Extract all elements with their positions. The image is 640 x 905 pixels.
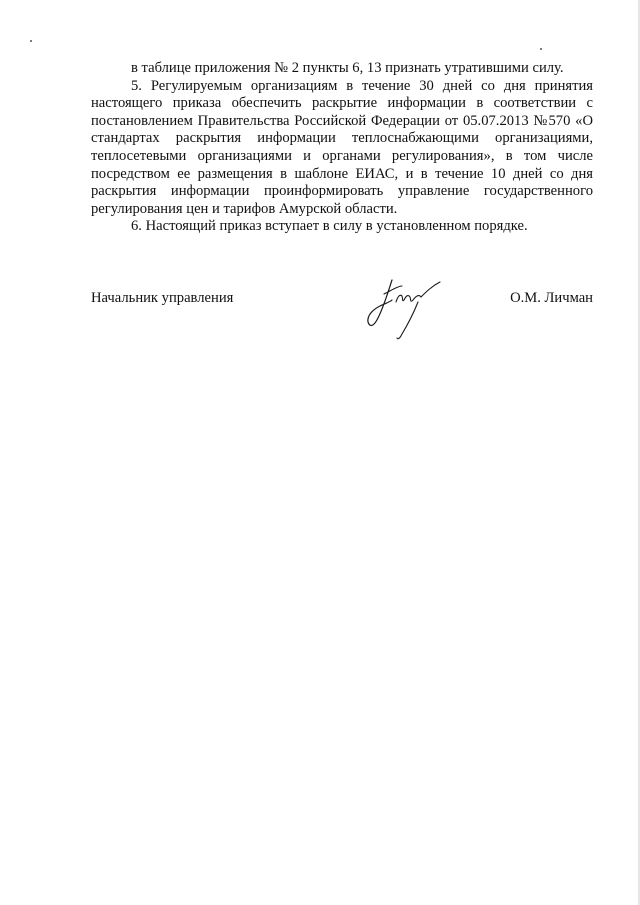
signer-name: О.М. Личман <box>510 290 593 306</box>
document-body <box>91 60 593 236</box>
signer-position: Начальник управления <box>91 290 234 306</box>
scan-speck <box>540 48 542 50</box>
signature-block <box>91 288 593 308</box>
paragraph-item-4-continuation: в таблице приложения № 2 пункты 6, 13 признать утратившими силу. <box>131 60 564 76</box>
scan-speck <box>30 40 32 42</box>
paragraph-item-6: 6. Настоящий приказ вступает в силу в установленном порядке. <box>131 218 528 235</box>
paragraph-item-5: 5. Регулируемым организациям в течение 30 дней со дня принятия настоящего приказа обеспечить раскрытие информации в соответствии с постановлением Правительства Российской Федерации от 05.07.2013 №570 «О стандартах раскрытия информации теплоснабжающими организациями, теплосетевыми организациями и органами регулирования», в том числе посредством ее размещения в шаблоне ЕИАС, и в течение 10 дней со дня раскрытия информации проинформировать управление государственного регулирования цен и тарифов Амурской области. <box>91 77 593 217</box>
handwritten-signature <box>362 272 446 344</box>
